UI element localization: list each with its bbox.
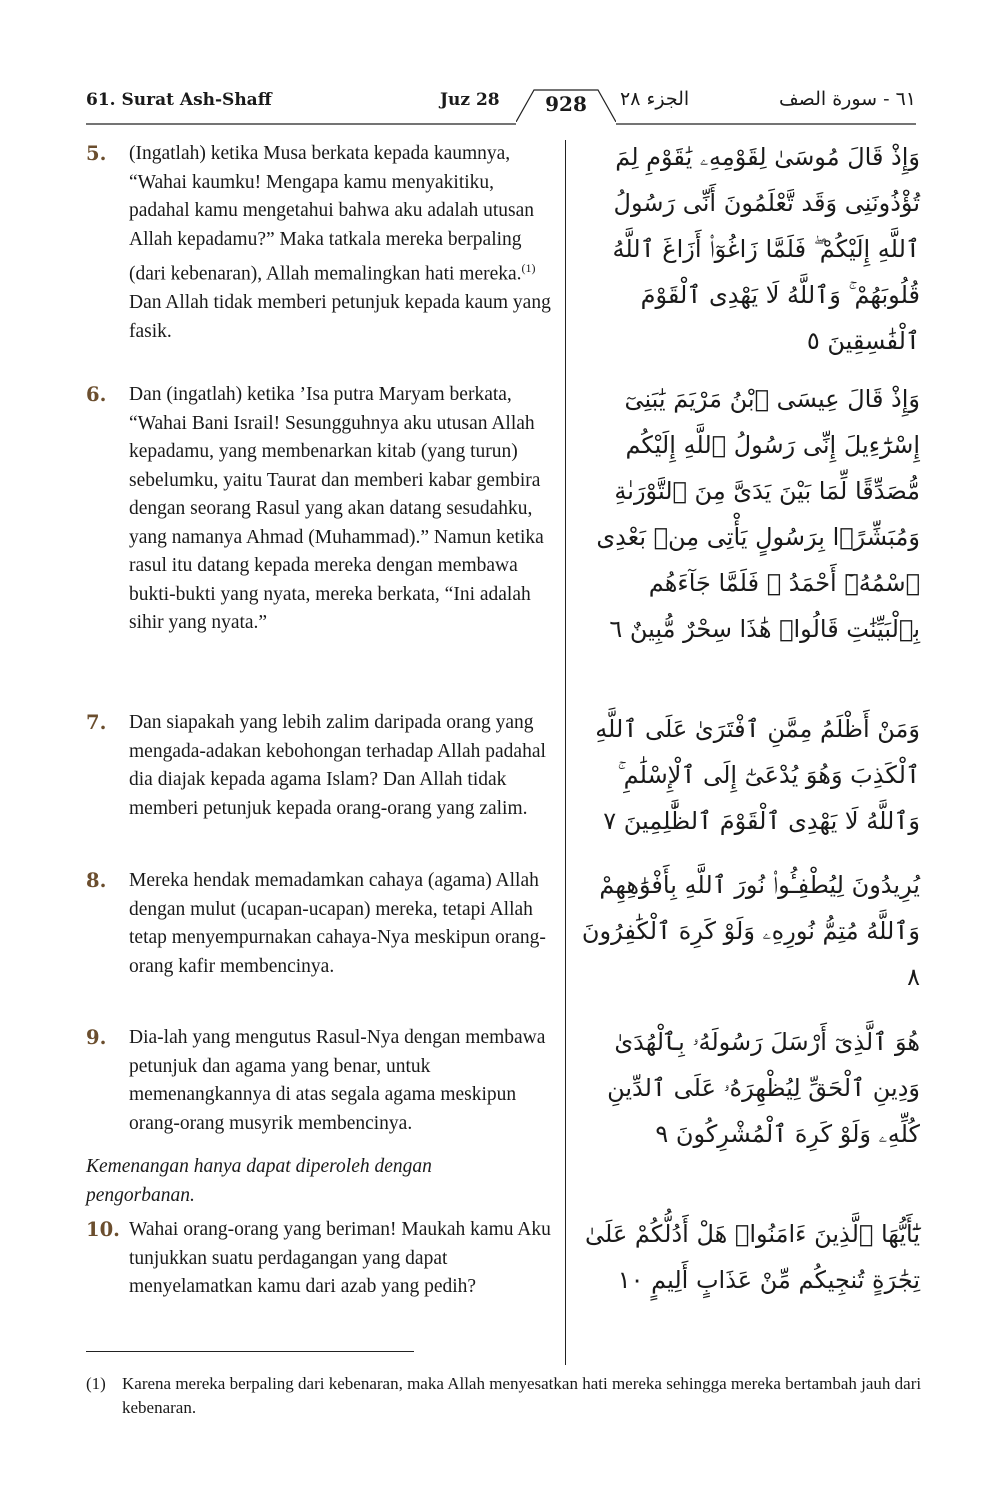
ayah-text: Mereka hendak memadamkan cahaya (agama) Allah dengan mulut (ucapan-ucapan) mereka, tetapi Allah tetap menyempurnakan cahaya-Nya meskipun orang-orang kafir membencinya. (129, 870, 546, 977)
ayah-arabic: يَٰٓأَيُّهَا ٱلَّذِينَ ءَامَنُوا۟ هَلْ أَدُلُّكُمْ عَلَىٰ تِجَٰرَةٍ تُنجِيكُم مِّنْ عَذَابٍ أَلِيمٍ ١٠ (585, 1220, 920, 1294)
ayah-number: 5. (86, 142, 107, 165)
ayah-arabic: وَمَنْ أَظْلَمُ مِمَّنِ ٱفْتَرَىٰ عَلَى ٱللَّهِ ٱلْكَذِبَ وَهُوَ يُدْعَىٰٓ إِلَى ٱلْإِسْلَٰمِ ۚ وَٱللَّهُ لَا يَهْدِى ٱلْقَوْمَ ٱلظَّٰلِمِينَ ٧ (595, 715, 920, 835)
column-divider (565, 140, 566, 1365)
ayah-number: 8. (86, 869, 107, 892)
ayah-arabic: وَإِذْ قَالَ عِيسَى ٱبْنُ مَرْيَمَ يَٰبَنِىٓ إِسْرَٰٓءِيلَ إِنِّى رَسُولُ ٱللَّهِ إِلَيْكُم مُّصَدِّقًا لِّمَا بَيْنَ يَدَىَّ مِنَ ٱلتَّوْرَىٰةِ وَمُبَشِّرًۢا بِرَسُولٍ يَأْتِى مِنۢ بَعْدِى ٱسْمُهُۥٓ أَحْمَدُ ۖ فَلَمَّا جَآءَهُم بِٱلْبَيِّنَٰتِ قَالُوا۟ هَٰذَا سِحْرٌ مُّبِينٌ ٦ (596, 385, 920, 643)
ayah-number: 10. (86, 1218, 120, 1241)
ayah-translation (86, 381, 556, 638)
juz-label-arabic: الجزء ٢٨ (620, 88, 690, 110)
ayah-text: Dia-lah yang mengutus Rasul-Nya dengan membawa petunjuk dan agama yang benar, untuk memenangkannya di atas segala agama meskipun orang-orang musyrik membencinya. (129, 1027, 546, 1134)
ayah-translation (86, 140, 556, 346)
footnote (86, 1372, 926, 1420)
ayah-translation (86, 867, 556, 981)
ayah-translation (86, 1024, 556, 1138)
ayah-translation (86, 709, 556, 823)
ayah-text: (Ingatlah) ketika Musa berkata kepada kaumnya, “Wahai kaumku! Mengapa kamu menyakitiku, padahal kamu mengetahui bahwa aku adalah utusan Allah kepadamu?” Maka tatkala mereka berpaling (dari kebenaran), Allah memalingkan hati mereka. (129, 143, 535, 285)
ayah-number: 7. (86, 711, 107, 734)
footnote-text: Karena mereka berpaling dari kebenaran, maka Allah menyesatkan hati mereka sehingga mereka bertambah jauh dari kebenaran. (122, 1374, 922, 1417)
ayah-arabic: يُرِيدُونَ لِيُطْفِـُٔوا۟ نُورَ ٱللَّهِ بِأَفْوَٰهِهِمْ وَٱللَّهُ مُتِمُّ نُورِهِۦ وَلَوْ كَرِهَ ٱلْكَٰفِرُونَ ٨ (581, 871, 920, 991)
footnote-rule (86, 1351, 414, 1352)
surah-title-latin: 61. Surat Ash-Shaff (86, 90, 272, 110)
juz-label-latin: Juz 28 (440, 90, 500, 110)
ayah-text-continued: Dan Allah tidak memberi petunjuk kepada kaum yang fasik. (129, 292, 551, 342)
ayah-text: Dan siapakah yang lebih zalim daripada orang yang mengada-adakan kebohongan terhadap Allah padahal dia diajak kepada agama Islam? Dan Allah tidak memberi petunjuk kepada orang-orang yang zalim. (129, 712, 546, 819)
section-subheading: Kemenangan hanya dapat diperoleh dengan pengorbanan. (86, 1156, 432, 1206)
page-header (86, 88, 916, 124)
ayah-arabic: هُوَ ٱلَّذِىٓ أَرْسَلَ رَسُولَهُۥ بِٱلْهُدَىٰ وَدِينِ ٱلْحَقِّ لِيُظْهِرَهُۥ عَلَى ٱلدِّينِ كُلِّهِۦ وَلَوْ كَرِهَ ٱلْمُشْرِكُونَ ٩ (607, 1028, 920, 1148)
footnote-ref[interactable]: (1) (521, 261, 536, 275)
header-rule (86, 123, 916, 125)
ayah-arabic: وَإِذْ قَالَ مُوسَىٰ لِقَوْمِهِۦ يَٰقَوْمِ لِمَ تُؤْذُونَنِى وَقَد تَّعْلَمُونَ أَنِّى رَسُولُ ٱللَّهِ إِلَيْكُمْ ۖ فَلَمَّا زَاغُوٓا۟ أَزَاغَ ٱللَّهُ قُلُوبَهُمْ ۚ وَٱللَّهُ لَا يَهْدِى ٱلْقَوْمَ ٱلْفَٰسِقِينَ ٥ (612, 143, 920, 355)
ayah-text: Dan (ingatlah) ketika ’Isa putra Maryam berkata, “Wahai Bani Israil! Sesungguhnya aku utusan Allah kepadamu, yang membenarkan kitab (yang turun) sebelumku, yaitu Taurat dan memberi kabar gembira dengan seorang Rasul yang akan datang sesudahku, yang namanya Ahmad (Muhammad).” Namun ketika rasul itu datang kepada mereka dengan membawa bukti-bukti yang nyata, mereka berkata, “Ini adalah sihir yang nyata.” (129, 384, 544, 633)
surah-title-arabic: ٦١ - سورة الصف (778, 88, 916, 110)
ayah-number: 6. (86, 383, 107, 406)
ayah-text: Wahai orang-orang yang beriman! Maukah kamu Aku tunjukkan suatu perdagangan yang dapat menyelamatkan kamu dari azab yang pedih? (129, 1219, 551, 1297)
ayah-translation (86, 1216, 556, 1302)
footnote-number: (1) (86, 1374, 106, 1393)
ayah-number: 9. (86, 1026, 107, 1049)
page-number: 928 (545, 92, 587, 116)
